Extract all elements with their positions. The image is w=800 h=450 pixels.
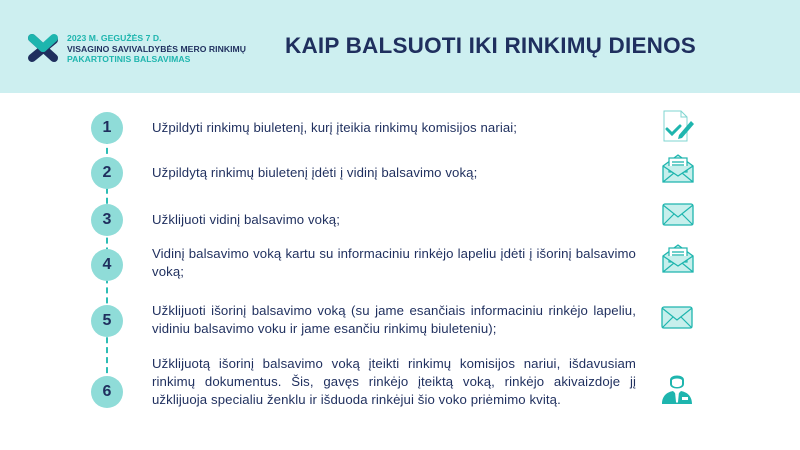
step-text: Užklijuoti išorinį balsavimo voką (su jame esančiais informaciniu rinkėjo lapeliu, vidiniu balsavimo voku ir jame esančiu rinkimų biuleteniu); [152,303,636,336]
step-text: Užpildytą rinkimų biuletenį įdėti į vidinį balsavimo voką; [152,165,478,180]
step-number-badge: 4 [91,249,123,281]
logo-date: 2023 M. GEGUŽĖS 7 D. [67,33,162,43]
open-envelope-letter-icon [661,152,695,186]
open-envelope-letter-icon [661,242,695,276]
step-number-badge: 5 [91,305,123,337]
step-number-badge: 3 [91,204,123,236]
document-checkmark-pen-icon [661,109,695,143]
logo-election-name: VISAGINO SAVIVALDYBĖS MERO RINKIMŲ [67,43,246,54]
step-text: Užklijuotą išorinį balsavimo voką įteikti rinkimų komisijos nariui, išdavusiam rinkimų dokumentus. Šis, gavęs rinkėjo įteiktą voką, rinkėjo akivaizdoje jį užklijuoja specialiu ženklu ir išduoda rinkėjui šio voko priėmimo kvitą. [152,356,636,407]
step-text: Užklijuoti vidinį balsavimo voką; [152,212,340,227]
commission-member-person-icon [660,371,694,405]
logo-text [67,33,246,65]
x-cross-logo-icon [26,32,60,64]
closed-envelope-icon [660,301,694,335]
logo-subtitle: PAKARTOTINIS BALSAVIMAS [67,54,191,64]
step-number-badge: 6 [91,376,123,408]
step-text: Užpildyti rinkimų biuletenį, kurį įteikia rinkimų komisijos nariai; [152,120,518,135]
header-banner [0,0,800,93]
page-title: KAIP BALSUOTI IKI RINKIMŲ DIENOS [285,33,697,58]
step-text: Vidinį balsavimo voką kartu su informaciniu rinkėjo lapeliu įdėti į išorinį balsavimo voką; [152,246,636,279]
step-number-badge: 2 [91,157,123,189]
closed-envelope-icon [661,198,695,232]
step-number-badge: 1 [91,112,123,144]
